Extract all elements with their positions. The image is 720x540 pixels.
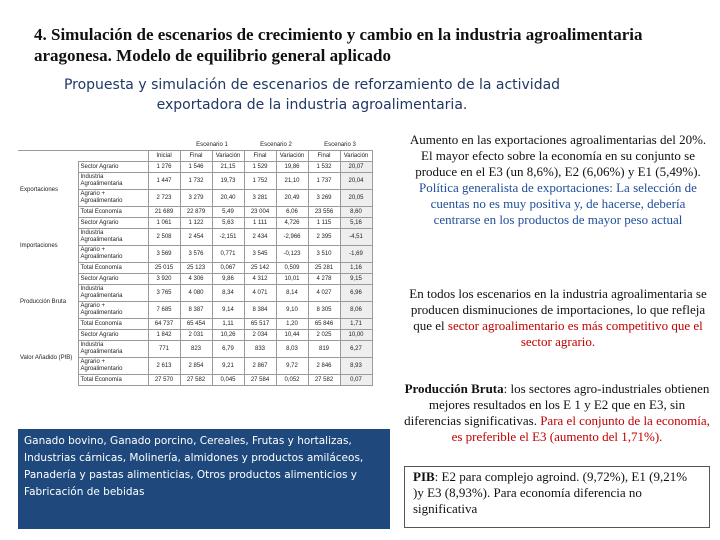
value-cell: 1 122 — [180, 218, 212, 229]
results-table-container — [18, 140, 396, 386]
value-cell: 8,34 — [212, 285, 244, 302]
value-cell: 27 582 — [308, 375, 340, 386]
value-cell: 1 546 — [180, 162, 212, 173]
value-cell: 2 025 — [308, 330, 340, 341]
group-label: Valor Añadido (PIB) — [20, 354, 73, 361]
production-label: Producción Bruta — [404, 381, 504, 396]
value-cell: 4 306 — [180, 274, 212, 285]
results-table — [18, 140, 373, 386]
column-header: Variación — [212, 151, 244, 162]
value-cell: 1 447 — [148, 173, 180, 190]
value-cell: 19,86 — [276, 162, 308, 173]
value-cell: 4 027 — [308, 285, 340, 302]
value-cell: 3 569 — [148, 246, 180, 263]
value-cell: 5,63 — [212, 218, 244, 229]
value-cell: 20,07 — [340, 162, 372, 173]
table-row — [18, 274, 372, 285]
group-label: Importaciones — [20, 242, 58, 249]
value-cell: 8,06 — [340, 302, 372, 319]
value-cell: 0,771 — [212, 246, 244, 263]
value-cell: -2,966 — [276, 229, 308, 246]
value-cell: 2 031 — [180, 330, 212, 341]
exports-commentary — [408, 132, 708, 280]
value-cell: 8 305 — [308, 302, 340, 319]
sector-label: Sector Agrario — [78, 330, 148, 341]
value-cell: 4 278 — [308, 274, 340, 285]
exports-policy-note: Política generalista de exportaciones: La selección de cuentas no es muy positiva y, de hacerse, debería centrarse en los productos de mayor peso actual — [419, 180, 697, 227]
value-cell: 3 281 — [244, 190, 276, 207]
value-cell: 0,052 — [276, 375, 308, 386]
value-cell: 23 556 — [308, 207, 340, 218]
slide-subtitle: Propuesta y simulación de escenarios de reforzamiento de la actividad exportadora de la industria agroalimentaria. — [63, 77, 561, 113]
column-header: Variación — [340, 151, 372, 162]
column-header: Final — [308, 151, 340, 162]
value-cell: 1 115 — [308, 218, 340, 229]
value-cell: 9,86 — [212, 274, 244, 285]
exports-finding: Aumento en las exportaciones agroalimentarias del 20%. El mayor efecto sobre la economía en su conjunto se produce en el E3 (un 8,6%), E2 (6,06%) y E1 (5,49%). — [409, 132, 707, 179]
value-cell: 2 454 — [180, 229, 212, 246]
value-cell: 25 142 — [244, 263, 276, 274]
value-cell: 6,96 — [340, 285, 372, 302]
sector-label: Agrario + Agroalimentario — [78, 246, 148, 263]
value-cell: -2,151 — [212, 229, 244, 246]
value-cell: 65 846 — [308, 319, 340, 330]
sector-label: Industria Agroalimentaria — [78, 285, 148, 302]
sector-label: Agrario + Agroalimentario — [78, 190, 148, 207]
value-cell: 1,16 — [340, 263, 372, 274]
production-commentary — [404, 381, 710, 465]
value-cell: 9,15 — [340, 274, 372, 285]
value-cell: 819 — [308, 341, 340, 358]
sector-label: Total Economía — [78, 263, 148, 274]
sector-label: Agrario + Agroalimentario — [78, 358, 148, 375]
value-cell: 823 — [180, 341, 212, 358]
value-cell: 3 269 — [308, 190, 340, 207]
value-cell: 65 454 — [180, 319, 212, 330]
value-cell: 0,509 — [276, 263, 308, 274]
value-cell: 4 080 — [180, 285, 212, 302]
value-cell: 5,16 — [340, 218, 372, 229]
scenario-header: Escenario 3 — [308, 140, 372, 151]
value-cell: 1 737 — [308, 173, 340, 190]
imports-conclusion: sector agroalimentario es más competitivo que el sector agrario. — [447, 318, 703, 349]
sector-list-box: Ganado bovino, Ganado porcino, Cereales, Frutas y hortalizas, Industrias cárnicas, Molinería, almidones y productos amiláceos, Panadería y pastas alimenticias, Otros productos alimenticios y Fabricación de bebidas — [18, 429, 390, 529]
value-cell: 27 570 — [148, 375, 180, 386]
value-cell: 1 061 — [148, 218, 180, 229]
gdp-commentary — [404, 466, 710, 528]
sector-label: Total Economía — [78, 207, 148, 218]
production-finding: : los sectores agro-industriales obtienen mejores resultados en los E 1 y E2 que en E3, sin diferencias significativas. — [404, 381, 710, 428]
value-cell: 25 015 — [148, 263, 180, 274]
value-cell: 23 004 — [244, 207, 276, 218]
value-cell: 2 867 — [244, 358, 276, 375]
value-cell: 20,05 — [340, 190, 372, 207]
value-cell: 10,26 — [212, 330, 244, 341]
value-cell: 10,01 — [276, 274, 308, 285]
value-cell: 771 — [148, 341, 180, 358]
table-row — [18, 330, 372, 341]
value-cell: 1 532 — [308, 162, 340, 173]
value-cell: 20,40 — [212, 190, 244, 207]
value-cell: 10,00 — [340, 330, 372, 341]
sector-label: Sector Agrario — [78, 274, 148, 285]
value-cell: 7 685 — [148, 302, 180, 319]
value-cell: 4,726 — [276, 218, 308, 229]
group-label: Producción Bruta — [20, 298, 67, 305]
value-cell: 8,14 — [276, 285, 308, 302]
scenario-header: Escenario 2 — [244, 140, 308, 151]
sector-label: Total Economía — [78, 375, 148, 386]
value-cell: 6,27 — [340, 341, 372, 358]
value-cell: 6,79 — [212, 341, 244, 358]
value-cell: 1 529 — [244, 162, 276, 173]
value-cell: 9,10 — [276, 302, 308, 319]
value-cell: 2 395 — [308, 229, 340, 246]
value-cell: 1 276 — [148, 162, 180, 173]
table-row — [18, 162, 372, 173]
value-cell: 1 842 — [148, 330, 180, 341]
value-cell: 8 384 — [244, 302, 276, 319]
value-cell: -1,69 — [340, 246, 372, 263]
value-cell: 20,04 — [340, 173, 372, 190]
value-cell: 3 920 — [148, 274, 180, 285]
sector-label: Sector Agrario — [78, 218, 148, 229]
value-cell: 0,07 — [340, 375, 372, 386]
sector-label: Agrario + Agroalimentario — [78, 302, 148, 319]
value-cell: 20,49 — [276, 190, 308, 207]
value-cell: 0,067 — [212, 263, 244, 274]
slide-title: 4. Simulación de escenarios de crecimiento y cambio en la industria agroalimentaria aragonesa. Modelo de equilibrio general aplicado — [34, 25, 643, 65]
column-header: Final — [244, 151, 276, 162]
sector-label: Industria Agroalimentaria — [78, 341, 148, 358]
group-label: Exportaciones — [20, 186, 59, 193]
value-cell: 65 517 — [244, 319, 276, 330]
value-cell: 2 613 — [148, 358, 180, 375]
column-header: Inicial — [148, 151, 180, 162]
value-cell: 21,10 — [276, 173, 308, 190]
value-cell: 9,21 — [212, 358, 244, 375]
column-header: Final — [180, 151, 212, 162]
value-cell: 22 879 — [180, 207, 212, 218]
value-cell: 1,71 — [340, 319, 372, 330]
value-cell: 27 584 — [244, 375, 276, 386]
scenario-header: Escenario 1 — [180, 140, 244, 151]
value-cell: 27 582 — [180, 375, 212, 386]
value-cell: 9,72 — [276, 358, 308, 375]
sector-label: Sector Agrario — [78, 162, 148, 173]
value-cell: 3 510 — [308, 246, 340, 263]
value-cell: -0,123 — [276, 246, 308, 263]
imports-commentary — [408, 286, 708, 376]
value-cell: 19,73 — [212, 173, 244, 190]
value-cell: 8,60 — [340, 207, 372, 218]
sector-label: Industria Agroalimentaria — [78, 229, 148, 246]
table-body — [18, 162, 372, 386]
value-cell: 25 281 — [308, 263, 340, 274]
value-cell: 4 312 — [244, 274, 276, 285]
gdp-finding: : E2 para complejo agroind. (9,72%), E1 (9,21% )y E3 (8,93%). Para economía diferencia no significativa — [413, 469, 688, 516]
value-cell: 21,15 — [212, 162, 244, 173]
value-cell: 3 545 — [244, 246, 276, 263]
value-cell: 3 576 — [180, 246, 212, 263]
value-cell: 8 387 — [180, 302, 212, 319]
imports-finding: En todos los escenarios en la industria agroalimentaria se producen disminuciones de importaciones, lo que refleja que el — [409, 286, 707, 333]
value-cell: 25 123 — [180, 263, 212, 274]
value-cell: 2 034 — [244, 330, 276, 341]
value-cell: 21 689 — [148, 207, 180, 218]
value-cell: 1 752 — [244, 173, 276, 190]
value-cell: 2 508 — [148, 229, 180, 246]
value-cell: 0,045 — [212, 375, 244, 386]
value-cell: 6,06 — [276, 207, 308, 218]
value-cell: 1 732 — [180, 173, 212, 190]
value-cell: 64 737 — [148, 319, 180, 330]
gdp-label: PIB — [413, 469, 435, 484]
value-cell: 2 434 — [244, 229, 276, 246]
column-header: Variación — [276, 151, 308, 162]
value-cell: 10,44 — [276, 330, 308, 341]
value-cell: 4 071 — [244, 285, 276, 302]
value-cell: 5,49 — [212, 207, 244, 218]
value-cell: 8,03 — [276, 341, 308, 358]
sector-label: Industria Agroalimentaria — [78, 173, 148, 190]
value-cell: -4,51 — [340, 229, 372, 246]
value-cell: 9,14 — [212, 302, 244, 319]
value-cell: 833 — [244, 341, 276, 358]
value-cell: 8,93 — [340, 358, 372, 375]
value-cell: 3 765 — [148, 285, 180, 302]
table-row — [18, 218, 372, 229]
sector-label: Total Economía — [78, 319, 148, 330]
value-cell: 1,20 — [276, 319, 308, 330]
production-conclusion: Para el conjunto de la economía, es preferible el E3 (aumento del 1,71%). — [451, 413, 710, 444]
value-cell: 2 723 — [148, 190, 180, 207]
value-cell: 2 846 — [308, 358, 340, 375]
value-cell: 2 854 — [180, 358, 212, 375]
value-cell: 1,11 — [212, 319, 244, 330]
value-cell: 1 111 — [244, 218, 276, 229]
value-cell: 3 279 — [180, 190, 212, 207]
